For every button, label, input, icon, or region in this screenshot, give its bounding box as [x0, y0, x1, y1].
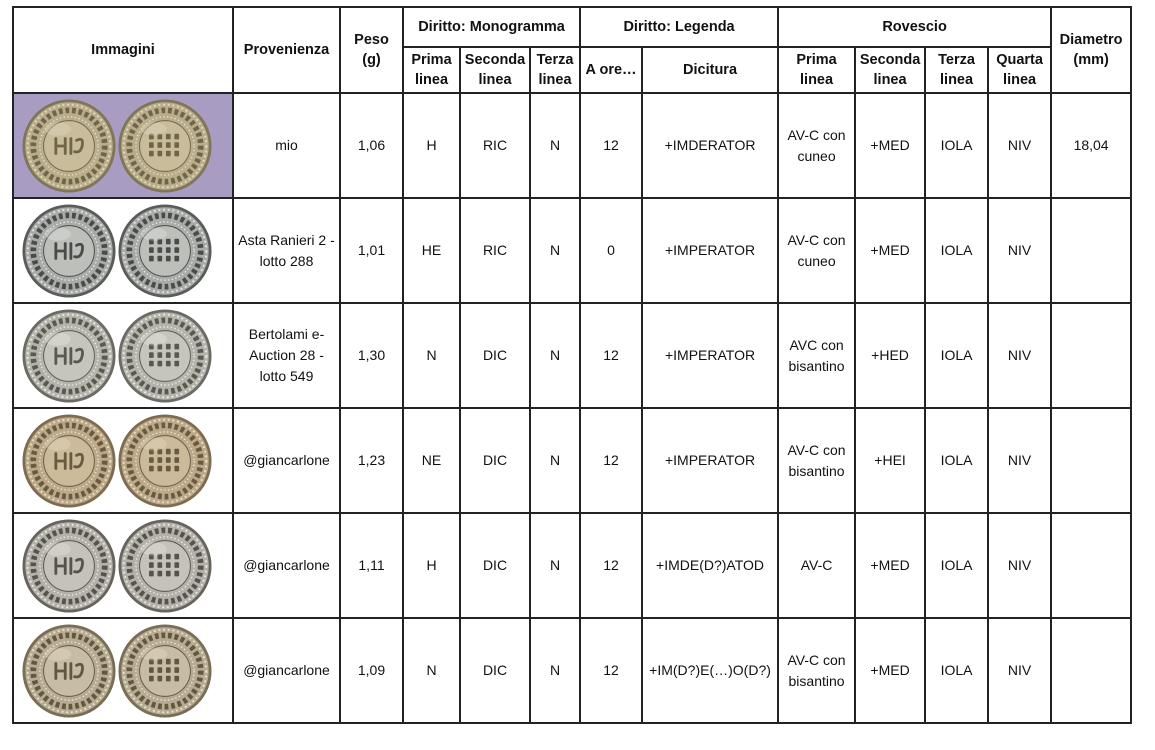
- header-mono-second: Seconda linea: [460, 47, 530, 93]
- reverse-third-cell-text: IOLA: [940, 347, 973, 363]
- monogram-second-cell-text: DIC: [482, 662, 508, 678]
- reverse-second-cell: [855, 408, 925, 513]
- provenance-cell-text: Asta Ranieri 2 - lotto 288: [238, 231, 335, 269]
- reverse-first-cell: [778, 198, 855, 303]
- monogram-first-cell-text: N: [426, 347, 437, 363]
- monogram-second-cell: [460, 198, 530, 303]
- reverse-fourth-cell: [988, 303, 1051, 408]
- coin-reverse-image: [118, 309, 212, 403]
- diameter-cell-text: 18,04: [1073, 137, 1109, 153]
- reverse-second-cell-text: +MED: [870, 242, 910, 258]
- table-row: [13, 198, 1131, 303]
- reverse-third-cell-text: IOLA: [940, 557, 973, 573]
- coin-photo: [14, 514, 232, 617]
- reverse-third-cell-text: IOLA: [940, 242, 973, 258]
- coin-images-cell: [13, 303, 233, 408]
- table-row: [13, 303, 1131, 408]
- monogram-third-cell: [530, 93, 580, 198]
- coin-images-cell: [13, 513, 233, 618]
- reverse-first-cell: [778, 618, 855, 723]
- monogram-second-cell: [460, 303, 530, 408]
- reverse-first-cell: [778, 408, 855, 513]
- diameter-cell: [1051, 513, 1131, 618]
- reverse-second-cell: [855, 93, 925, 198]
- header-reverse: Rovescio: [778, 7, 1051, 47]
- legend-text-cell: [642, 513, 778, 618]
- table-row: [13, 513, 1131, 618]
- coin-images-cell: [13, 198, 233, 303]
- legend-text-cell-text: +IMDE(D?)ATOD: [656, 557, 765, 573]
- legend-hour-cell: [580, 303, 642, 408]
- monogram-first-cell-text: NE: [421, 452, 442, 468]
- legend-text-cell-text: +IMPERATOR: [664, 347, 756, 363]
- reverse-third-cell: [925, 408, 988, 513]
- diameter-cell: [1051, 408, 1131, 513]
- coin-reverse-image: [118, 414, 212, 508]
- provenance-cell: [233, 618, 340, 723]
- table-row: [13, 408, 1131, 513]
- legend-hour-cell: [580, 408, 642, 513]
- reverse-third-cell-text: IOLA: [940, 662, 973, 678]
- reverse-third-cell: [925, 93, 988, 198]
- header-rev-first: Prima linea: [778, 47, 855, 93]
- legend-text-cell-text: +IMDERATOR: [664, 137, 756, 153]
- diameter-cell: [1051, 93, 1131, 198]
- table-row: [13, 93, 1131, 198]
- coin-photo: [14, 94, 232, 197]
- reverse-third-cell: [925, 198, 988, 303]
- provenance-cell-text: @giancarlone: [243, 662, 330, 678]
- reverse-first-cell-text: AV-C con cuneo: [787, 126, 846, 164]
- provenance-cell: [233, 408, 340, 513]
- coin-images-cell: [13, 408, 233, 513]
- legend-hour-cell: [580, 618, 642, 723]
- coin-photo: [14, 199, 232, 302]
- reverse-fourth-cell: [988, 93, 1051, 198]
- reverse-first-cell: [778, 93, 855, 198]
- monogram-third-cell-text: N: [549, 347, 561, 363]
- monogram-first-cell-text: HE: [421, 242, 442, 258]
- monogram-third-cell: [530, 303, 580, 408]
- reverse-first-cell-text: AV-C con cuneo: [787, 231, 846, 269]
- legend-hour-cell-text: 0: [607, 242, 615, 258]
- legend-text-cell-text: +IMPERATOR: [664, 452, 756, 468]
- reverse-third-cell: [925, 303, 988, 408]
- reverse-first-cell-text: AV-C: [800, 557, 833, 573]
- header-obverse-monogram: Diritto: Monogramma: [403, 7, 580, 47]
- diameter-cell: [1051, 618, 1131, 723]
- table-row: [13, 618, 1131, 723]
- coin-obverse-image: [22, 99, 116, 193]
- coin-photo: [14, 409, 232, 512]
- reverse-fourth-cell-text: NIV: [1007, 452, 1032, 468]
- reverse-first-cell-text: AVC con bisantino: [788, 336, 845, 374]
- monogram-third-cell-text: N: [549, 662, 561, 678]
- monogram-third-cell: [530, 408, 580, 513]
- legend-text-cell: [642, 198, 778, 303]
- provenance-cell: [233, 198, 340, 303]
- reverse-fourth-cell: [988, 618, 1051, 723]
- legend-hour-cell-text: 12: [603, 452, 619, 468]
- header-provenance: Provenienza: [233, 7, 340, 93]
- weight-cell-text: 1,09: [357, 662, 386, 678]
- legend-text-cell: [642, 618, 778, 723]
- coin-catalog-sheet: [12, 6, 1132, 724]
- monogram-first-cell-text: N: [426, 662, 437, 678]
- provenance-cell-text: @giancarlone: [243, 557, 330, 573]
- legend-hour-cell: [580, 198, 642, 303]
- header-legend-hour: A ore…: [580, 47, 642, 93]
- header-row-groups: [13, 7, 1131, 47]
- header-mono-third: Terza linea: [530, 47, 580, 93]
- monogram-first-cell: [403, 618, 460, 723]
- reverse-second-cell-text: +MED: [870, 662, 910, 678]
- reverse-fourth-cell: [988, 513, 1051, 618]
- weight-cell-text: 1,06: [357, 137, 386, 153]
- header-rev-second: Seconda linea: [855, 47, 925, 93]
- monogram-second-cell-text: DIC: [482, 347, 508, 363]
- coin-obverse-image: [22, 204, 116, 298]
- header-images: Immagini: [13, 7, 233, 93]
- monogram-second-cell: [460, 513, 530, 618]
- table-body: [13, 93, 1131, 723]
- monogram-second-cell: [460, 408, 530, 513]
- legend-hour-cell-text: 12: [603, 137, 619, 153]
- legend-text-cell: [642, 408, 778, 513]
- monogram-first-cell: [403, 408, 460, 513]
- header-legend-text: Dicitura: [642, 47, 778, 93]
- weight-cell-text: 1,11: [358, 557, 385, 573]
- coin-reverse-image: [118, 204, 212, 298]
- monogram-first-cell: [403, 93, 460, 198]
- legend-text-cell: [642, 93, 778, 198]
- legend-hour-cell-text: 12: [603, 347, 619, 363]
- header-diameter: Diametro (mm): [1051, 7, 1131, 93]
- monogram-first-cell: [403, 303, 460, 408]
- monogram-third-cell-text: N: [549, 242, 561, 258]
- provenance-cell: [233, 513, 340, 618]
- provenance-cell: [233, 303, 340, 408]
- coin-reverse-image: [118, 624, 212, 718]
- reverse-third-cell-text: IOLA: [940, 137, 973, 153]
- monogram-first-cell-text: H: [426, 557, 437, 573]
- weight-cell: [340, 513, 403, 618]
- reverse-fourth-cell-text: NIV: [1007, 137, 1032, 153]
- coin-reverse-image: [118, 519, 212, 613]
- reverse-second-cell-text: +HED: [871, 347, 909, 363]
- header-rev-third: Terza linea: [925, 47, 988, 93]
- monogram-third-cell: [530, 618, 580, 723]
- monogram-third-cell-text: N: [549, 137, 561, 153]
- coin-catalog-table: [12, 6, 1132, 724]
- monogram-first-cell-text: H: [426, 137, 437, 153]
- monogram-third-cell-text: N: [549, 452, 561, 468]
- monogram-second-cell: [460, 93, 530, 198]
- monogram-second-cell: [460, 618, 530, 723]
- header-mono-first: Prima linea: [403, 47, 460, 93]
- monogram-second-cell-text: DIC: [482, 452, 508, 468]
- weight-cell: [340, 93, 403, 198]
- coin-obverse-image: [22, 624, 116, 718]
- reverse-fourth-cell: [988, 198, 1051, 303]
- monogram-third-cell-text: N: [549, 557, 561, 573]
- provenance-cell-text: Bertolami e-Auction 28 - lotto 549: [248, 326, 325, 384]
- monogram-second-cell-text: RIC: [482, 242, 508, 258]
- reverse-first-cell-text: AV-C con bisantino: [787, 651, 846, 689]
- legend-hour-cell: [580, 513, 642, 618]
- weight-cell-text: 1,01: [357, 242, 386, 258]
- monogram-second-cell-text: DIC: [482, 557, 508, 573]
- reverse-third-cell: [925, 513, 988, 618]
- reverse-fourth-cell-text: NIV: [1007, 662, 1032, 678]
- reverse-second-cell-text: +HEI: [874, 452, 906, 468]
- weight-cell: [340, 198, 403, 303]
- coin-reverse-image: [118, 99, 212, 193]
- header-weight: Peso (g): [340, 7, 403, 93]
- legend-hour-cell-text: 12: [603, 662, 619, 678]
- reverse-second-cell-text: +MED: [870, 557, 910, 573]
- coin-obverse-image: [22, 519, 116, 613]
- header-obverse-legend: Diritto: Legenda: [580, 7, 778, 47]
- weight-cell: [340, 618, 403, 723]
- coin-photo: [14, 619, 232, 722]
- reverse-fourth-cell-text: NIV: [1007, 557, 1032, 573]
- legend-text-cell: [642, 303, 778, 408]
- reverse-first-cell: [778, 513, 855, 618]
- legend-text-cell-text: +IMPERATOR: [664, 242, 756, 258]
- reverse-second-cell: [855, 618, 925, 723]
- provenance-cell-text: @giancarlone: [243, 452, 330, 468]
- monogram-third-cell: [530, 513, 580, 618]
- diameter-cell: [1051, 198, 1131, 303]
- weight-cell: [340, 303, 403, 408]
- weight-cell: [340, 408, 403, 513]
- monogram-third-cell: [530, 198, 580, 303]
- diameter-cell: [1051, 303, 1131, 408]
- reverse-first-cell-text: AV-C con bisantino: [787, 441, 846, 479]
- coin-obverse-image: [22, 414, 116, 508]
- monogram-first-cell: [403, 198, 460, 303]
- reverse-first-cell: [778, 303, 855, 408]
- provenance-cell-text: mio: [275, 137, 298, 153]
- header-rev-fourth: Quarta linea: [988, 47, 1051, 93]
- reverse-second-cell: [855, 198, 925, 303]
- legend-hour-cell-text: 12: [603, 557, 619, 573]
- reverse-second-cell: [855, 303, 925, 408]
- coin-photo: [14, 304, 232, 407]
- reverse-fourth-cell-text: NIV: [1007, 242, 1032, 258]
- provenance-cell: [233, 93, 340, 198]
- legend-hour-cell: [580, 93, 642, 198]
- reverse-fourth-cell: [988, 408, 1051, 513]
- legend-text-cell-text: +IM(D?)E(…)O(D?): [649, 662, 771, 678]
- reverse-fourth-cell-text: NIV: [1007, 347, 1032, 363]
- reverse-second-cell: [855, 513, 925, 618]
- monogram-second-cell-text: RIC: [482, 137, 508, 153]
- coin-images-cell: [13, 93, 233, 198]
- reverse-second-cell-text: +MED: [870, 137, 910, 153]
- weight-cell-text: 1,23: [357, 452, 386, 468]
- reverse-third-cell-text: IOLA: [940, 452, 973, 468]
- weight-cell-text: 1,30: [357, 347, 386, 363]
- coin-images-cell: [13, 618, 233, 723]
- coin-obverse-image: [22, 309, 116, 403]
- reverse-third-cell: [925, 618, 988, 723]
- monogram-first-cell: [403, 513, 460, 618]
